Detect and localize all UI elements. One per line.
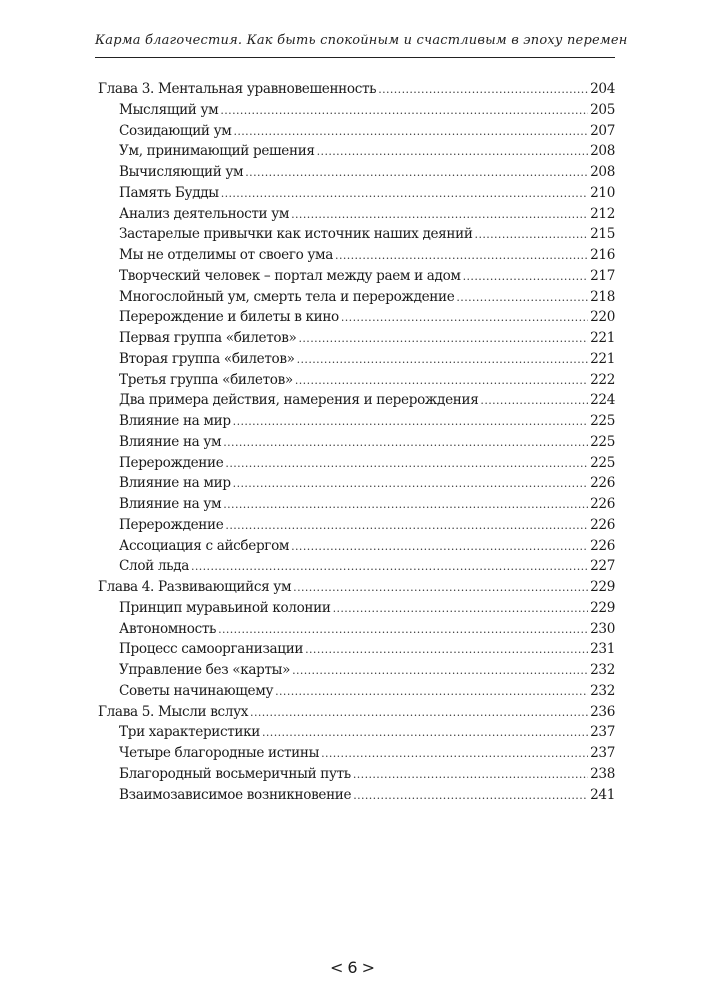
toc-entry-title: Автономность	[119, 620, 217, 637]
toc-dot-leader	[378, 80, 588, 101]
toc-dot-leader	[191, 557, 588, 578]
toc-section-entry[interactable]	[98, 287, 615, 308]
toc-entry-page: 229	[590, 599, 615, 616]
toc-entry-page: 236	[590, 703, 615, 720]
toc-dot-leader	[233, 122, 588, 143]
toc-dot-leader	[456, 288, 588, 309]
toc-entry-title: Перерождение и билеты в кино	[119, 309, 339, 326]
toc-entry-title: Процесс самоорганизации	[119, 641, 304, 658]
toc-entry-title: Ум, принимающий решения	[119, 143, 315, 160]
toc-entry-page: 221	[590, 330, 615, 346]
toc-dot-leader	[233, 412, 588, 433]
toc-entry-title: Анализ деятельности ум	[119, 205, 290, 222]
toc-entry-title: Принцип муравьиной колонии	[119, 599, 331, 616]
toc-section-entry[interactable]	[98, 307, 615, 328]
toc-section-entry[interactable]	[98, 162, 615, 183]
toc-dot-leader	[297, 350, 588, 371]
toc-dot-leader	[353, 765, 588, 786]
toc-entry-title: Вторая группа «билетов»	[119, 350, 295, 367]
toc-section-entry[interactable]	[98, 556, 615, 577]
toc-dot-leader	[225, 454, 588, 475]
toc-dot-leader	[218, 620, 588, 641]
toc-section-entry[interactable]	[98, 494, 615, 515]
toc-section-entry[interactable]	[98, 100, 615, 121]
toc-entry-title: Глава 3. Ментальная уравновешенность	[98, 81, 377, 97]
toc-entry-page: 208	[590, 164, 615, 180]
toc-chapter-entry[interactable]	[98, 702, 615, 723]
toc-entry-page: 232	[590, 662, 615, 678]
toc-entry-title: Влияние на мир	[119, 413, 231, 429]
toc-dot-leader	[262, 723, 588, 744]
toc-entry-title: Первая группа «билетов»	[119, 330, 297, 346]
toc-chapter-entry[interactable]	[98, 79, 615, 100]
toc-section-entry[interactable]	[98, 349, 615, 370]
toc-entry-title: Четыре благородные истины	[119, 745, 320, 761]
toc-dot-leader	[475, 225, 589, 246]
toc-chapter-entry[interactable]	[98, 577, 615, 598]
toc-entry-page: 238	[590, 765, 615, 782]
toc-section-entry[interactable]	[98, 390, 615, 411]
toc-section-entry[interactable]	[98, 141, 615, 162]
toc-entry-page: 237	[590, 724, 615, 741]
toc-entry-title: Творческий человек – портал между раем и адом	[119, 267, 461, 284]
toc-entry-page: 237	[590, 745, 615, 761]
toc-entry-page: 226	[590, 537, 615, 554]
toc-dot-leader	[480, 391, 588, 412]
toc-entry-title: Мы не отделимы от своего ума	[119, 247, 334, 263]
toc-dot-leader	[341, 308, 588, 329]
toc-section-entry[interactable]	[98, 370, 615, 391]
toc-dot-leader	[291, 537, 588, 558]
toc-entry-page: 207	[590, 122, 615, 139]
toc-dot-leader	[293, 578, 588, 599]
toc-entry-page: 210	[590, 184, 615, 201]
toc-section-entry[interactable]	[98, 743, 615, 764]
toc-entry-title: Перерождение	[119, 454, 224, 471]
toc-section-entry[interactable]	[98, 204, 615, 225]
toc-dot-leader	[233, 474, 588, 495]
toc-entry-page: 231	[590, 641, 615, 658]
toc-section-entry[interactable]	[98, 619, 615, 640]
toc-entry-title: Мыслящий ум	[119, 101, 219, 118]
toc-entry-page: 205	[590, 101, 615, 118]
toc-dot-leader	[333, 599, 589, 620]
toc-dot-leader	[221, 184, 588, 205]
toc-entry-title: Память Будды	[119, 184, 219, 201]
toc-entry-title: Влияние на ум	[119, 496, 222, 512]
toc-entry-page: 241	[590, 786, 615, 803]
table-of-contents	[98, 79, 615, 805]
toc-entry-title: Перерождение	[119, 516, 224, 533]
toc-section-entry[interactable]	[98, 121, 615, 142]
toc-dot-leader	[353, 786, 588, 807]
toc-section-entry[interactable]	[98, 473, 615, 494]
toc-section-entry[interactable]	[98, 660, 615, 681]
toc-dot-leader	[299, 329, 589, 350]
toc-entry-title: Глава 5. Мысли вслух	[98, 703, 249, 720]
toc-entry-page: 230	[590, 620, 615, 637]
toc-entry-page: 216	[590, 247, 615, 263]
toc-entry-page: 204	[590, 81, 615, 97]
footer-right-bracket: >	[361, 958, 375, 977]
toc-entry-page: 220	[590, 309, 615, 326]
toc-section-entry[interactable]	[98, 764, 615, 785]
toc-dot-leader	[275, 682, 588, 703]
toc-dot-leader	[295, 371, 588, 392]
toc-entry-title: Глава 4. Развивающийся ум	[98, 579, 292, 595]
toc-entry-page: 229	[590, 579, 615, 595]
toc-section-entry[interactable]	[98, 411, 615, 432]
toc-entry-page: 212	[590, 205, 615, 222]
toc-entry-page: 221	[590, 350, 615, 367]
toc-section-entry[interactable]	[98, 266, 615, 287]
toc-entry-page: 226	[590, 516, 615, 533]
toc-entry-title: Взаимозависимое возникновение	[119, 786, 352, 803]
toc-dot-leader	[220, 101, 588, 122]
toc-section-entry[interactable]	[98, 183, 615, 204]
toc-section-entry[interactable]	[98, 245, 615, 266]
toc-dot-leader	[335, 246, 588, 267]
toc-dot-leader	[250, 703, 588, 724]
toc-entry-title: Влияние на мир	[119, 475, 231, 492]
toc-entry-title: Управление без «карты»	[119, 662, 291, 678]
toc-entry-title: Третья группа «билетов»	[119, 371, 293, 388]
toc-entry-page: 222	[590, 371, 615, 388]
toc-section-entry[interactable]	[98, 224, 615, 245]
toc-entry-page: 224	[590, 392, 615, 409]
toc-section-entry[interactable]	[98, 681, 615, 702]
toc-entry-page: 232	[590, 682, 615, 699]
toc-entry-title: Ассоциация с айсбергом	[119, 537, 290, 554]
toc-section-entry[interactable]	[98, 598, 615, 619]
toc-entry-title: Вычисляющий ум	[119, 164, 244, 180]
toc-dot-leader	[321, 744, 588, 765]
toc-entry-title: Три характеристики	[119, 724, 261, 741]
toc-entry-title: Благородный восьмеричный путь	[119, 765, 351, 782]
toc-section-entry[interactable]	[98, 722, 615, 743]
toc-section-entry[interactable]	[98, 536, 615, 557]
toc-entry-title: Многослойный ум, смерть тела и перерождение	[119, 288, 455, 305]
toc-entry-title: Застарелые привычки как источник наших деяний	[119, 226, 473, 243]
toc-entry-title: Советы начинающему	[119, 682, 274, 699]
toc-entry-page: 225	[590, 413, 615, 429]
toc-dot-leader	[317, 142, 588, 163]
toc-entry-title: Слой льда	[119, 558, 189, 575]
toc-entry-page: 227	[590, 558, 615, 575]
toc-section-entry[interactable]	[98, 328, 615, 349]
toc-entry-page: 218	[590, 288, 615, 305]
page-number: 6	[347, 958, 358, 977]
toc-section-entry[interactable]	[98, 453, 615, 474]
toc-dot-leader	[463, 267, 588, 288]
toc-entry-page: 226	[590, 475, 615, 492]
page-footer	[0, 958, 705, 977]
running-header: Карма благочестия. Как быть спокойным и счастливым в эпоху перемен	[95, 33, 628, 48]
toc-entry-title: Созидающий ум	[119, 122, 232, 139]
toc-entry-page: 208	[590, 143, 615, 160]
toc-dot-leader	[291, 205, 588, 226]
toc-section-entry[interactable]	[98, 785, 615, 806]
toc-entry-page: 226	[590, 496, 615, 512]
footer-left-bracket: <	[330, 958, 344, 977]
toc-dot-leader	[223, 495, 588, 516]
toc-section-entry[interactable]	[98, 639, 615, 660]
toc-dot-leader	[225, 516, 588, 537]
toc-entry-title: Два примера действия, намерения и перерождения	[119, 392, 479, 409]
toc-dot-leader	[292, 661, 588, 682]
toc-dot-leader	[223, 433, 588, 454]
toc-dot-leader	[245, 163, 588, 184]
toc-entry-page: 225	[590, 433, 615, 450]
toc-entry-page: 225	[590, 454, 615, 471]
header-rule	[95, 57, 615, 58]
toc-section-entry[interactable]	[98, 515, 615, 536]
toc-entry-page: 215	[590, 226, 615, 243]
toc-dot-leader	[305, 640, 588, 661]
toc-section-entry[interactable]	[98, 432, 615, 453]
toc-entry-page: 217	[590, 267, 615, 284]
toc-entry-title: Влияние на ум	[119, 433, 222, 450]
